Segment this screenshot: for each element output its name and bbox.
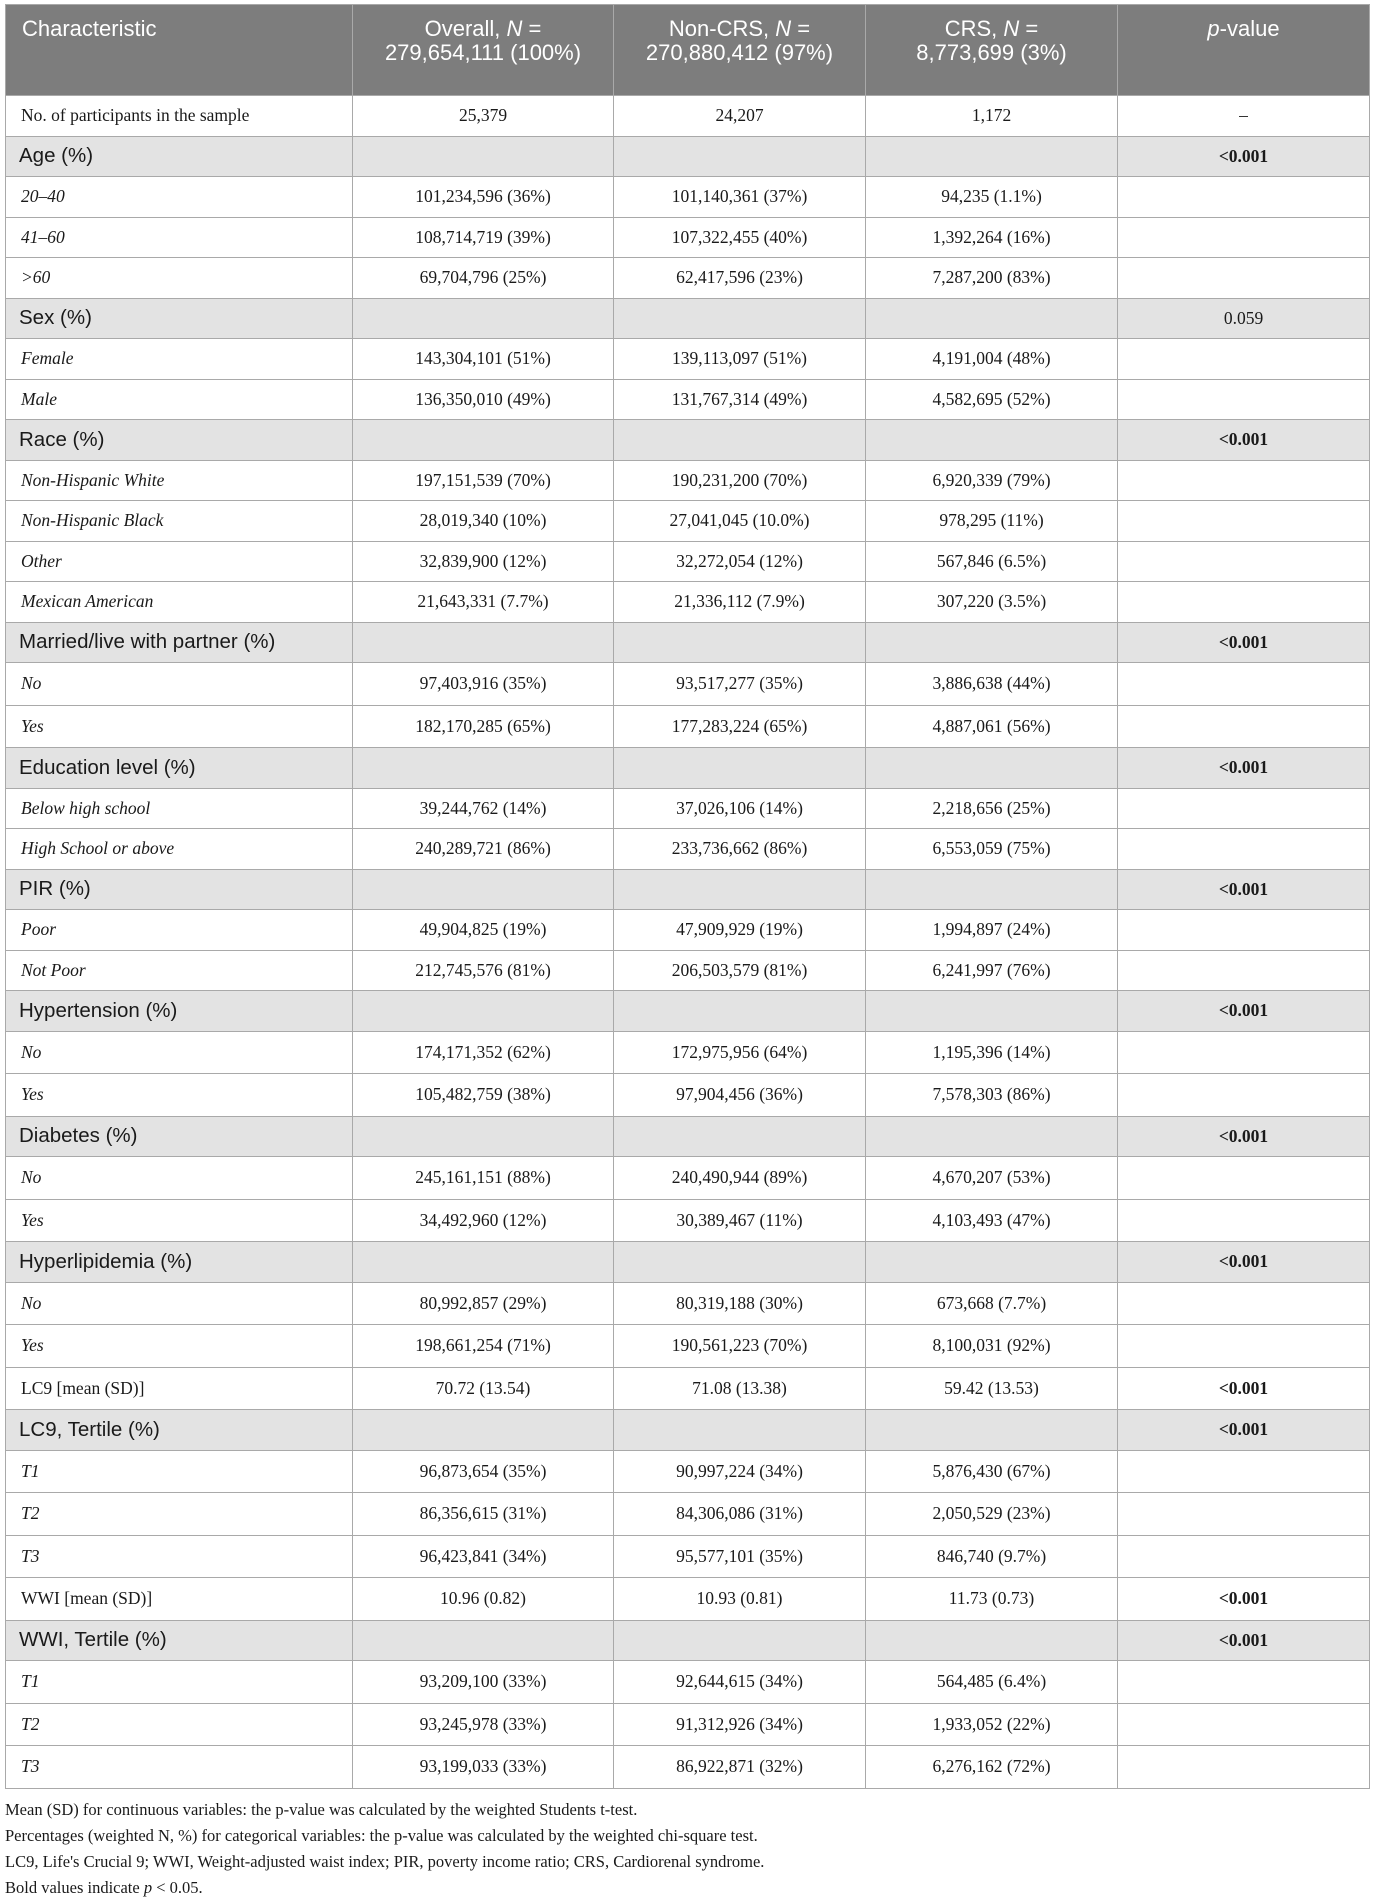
crs-cell: 11.73 (0.73) [866, 1578, 1118, 1621]
p-value-cell: <0.001 [1118, 1620, 1370, 1661]
crs-cell: 6,920,339 (79%) [866, 460, 1118, 501]
row-label: PIR (%) [6, 869, 353, 910]
section-row [6, 1116, 1370, 1157]
row-label: Female [6, 339, 353, 380]
non-crs-cell: 30,389,467 (11%) [614, 1199, 866, 1242]
cell-empty [353, 420, 614, 461]
overall-cell: 21,643,331 (7.7%) [353, 582, 614, 623]
table-row [6, 1746, 1370, 1789]
p-value-cell [1118, 910, 1370, 951]
p-value-cell [1118, 829, 1370, 870]
p-value-cell [1118, 1199, 1370, 1242]
header-characteristic: Characteristic [6, 5, 353, 96]
non-crs-cell: 177,283,224 (65%) [614, 705, 866, 748]
cell-empty [353, 1410, 614, 1451]
table-row [6, 788, 1370, 829]
p-value-cell [1118, 177, 1370, 218]
table-footnotes [5, 1797, 1369, 1901]
overall-cell: 70.72 (13.54) [353, 1367, 614, 1410]
table-row [6, 705, 1370, 748]
p-value-cell: <0.001 [1118, 1367, 1370, 1410]
table-body [6, 96, 1370, 1789]
non-crs-cell: 37,026,106 (14%) [614, 788, 866, 829]
row-label: Mexican American [6, 582, 353, 623]
row-label: T1 [6, 1450, 353, 1493]
row-label: T3 [6, 1746, 353, 1789]
p-value-cell: 0.059 [1118, 298, 1370, 339]
table-header [6, 5, 1370, 96]
cell-empty [353, 136, 614, 177]
crs-cell: 846,740 (9.7%) [866, 1535, 1118, 1578]
non-crs-cell: 206,503,579 (81%) [614, 950, 866, 991]
non-crs-cell: 97,904,456 (36%) [614, 1074, 866, 1117]
table-row [6, 1535, 1370, 1578]
non-crs-cell: 90,997,224 (34%) [614, 1450, 866, 1493]
table-row [6, 1282, 1370, 1325]
row-label: T2 [6, 1703, 353, 1746]
non-crs-cell: 190,231,200 (70%) [614, 460, 866, 501]
section-row [6, 991, 1370, 1032]
crs-cell: 564,485 (6.4%) [866, 1661, 1118, 1704]
overall-cell: 97,403,916 (35%) [353, 663, 614, 706]
non-crs-cell: 107,322,455 (40%) [614, 217, 866, 258]
row-label: High School or above [6, 829, 353, 870]
overall-cell: 69,704,796 (25%) [353, 258, 614, 299]
crs-cell: 1,392,264 (16%) [866, 217, 1118, 258]
row-label: Yes [6, 1199, 353, 1242]
table-row [6, 1325, 1370, 1368]
non-crs-cell: 93,517,277 (35%) [614, 663, 866, 706]
p-value-cell [1118, 339, 1370, 380]
row-label: Yes [6, 1074, 353, 1117]
non-crs-cell: 131,767,314 (49%) [614, 379, 866, 420]
non-crs-cell: 190,561,223 (70%) [614, 1325, 866, 1368]
cell-empty [353, 991, 614, 1032]
non-crs-cell: 32,272,054 (12%) [614, 541, 866, 582]
table-row [6, 829, 1370, 870]
table-row [6, 379, 1370, 420]
row-label: No [6, 1031, 353, 1074]
row-label: Non-Hispanic White [6, 460, 353, 501]
crs-cell: 2,050,529 (23%) [866, 1493, 1118, 1536]
non-crs-cell: 47,909,929 (19%) [614, 910, 866, 951]
row-label: Below high school [6, 788, 353, 829]
cell-empty [866, 298, 1118, 339]
overall-cell: 96,873,654 (35%) [353, 1450, 614, 1493]
table-row [6, 1367, 1370, 1410]
section-row [6, 1620, 1370, 1661]
crs-cell: 4,887,061 (56%) [866, 705, 1118, 748]
crs-cell: 3,886,638 (44%) [866, 663, 1118, 706]
table-row [6, 501, 1370, 542]
table-row [6, 582, 1370, 623]
footnote-line: Percentages (weighted N, %) for categorical variables: the p-value was calculated by the weighted chi-square test. [5, 1825, 758, 1845]
row-label: 20–40 [6, 177, 353, 218]
overall-cell: 197,151,539 (70%) [353, 460, 614, 501]
overall-cell: 39,244,762 (14%) [353, 788, 614, 829]
p-value-cell [1118, 950, 1370, 991]
overall-cell: 49,904,825 (19%) [353, 910, 614, 951]
crs-cell: 978,295 (11%) [866, 501, 1118, 542]
table-row [6, 541, 1370, 582]
section-row [6, 748, 1370, 789]
overall-cell: 80,992,857 (29%) [353, 1282, 614, 1325]
cell-empty [353, 748, 614, 789]
cell-empty [614, 1410, 866, 1451]
cell-empty [866, 622, 1118, 663]
cell-empty [353, 1116, 614, 1157]
row-label: Not Poor [6, 950, 353, 991]
cell-empty [353, 869, 614, 910]
overall-cell: 245,161,151 (88%) [353, 1157, 614, 1200]
row-label: Yes [6, 1325, 353, 1368]
overall-cell: 93,245,978 (33%) [353, 1703, 614, 1746]
overall-cell: 86,356,615 (31%) [353, 1493, 614, 1536]
overall-cell: 34,492,960 (12%) [353, 1199, 614, 1242]
overall-cell: 32,839,900 (12%) [353, 541, 614, 582]
crs-cell: 6,276,162 (72%) [866, 1746, 1118, 1789]
section-row [6, 420, 1370, 461]
section-row [6, 622, 1370, 663]
p-value-cell: <0.001 [1118, 1116, 1370, 1157]
row-label: Other [6, 541, 353, 582]
cell-empty [866, 1410, 1118, 1451]
crs-cell: 1,172 [866, 96, 1118, 137]
p-value-cell [1118, 705, 1370, 748]
section-row [6, 869, 1370, 910]
p-value-cell: <0.001 [1118, 136, 1370, 177]
table-row [6, 177, 1370, 218]
cell-empty [614, 869, 866, 910]
row-label: Diabetes (%) [6, 1116, 353, 1157]
crs-cell: 1,994,897 (24%) [866, 910, 1118, 951]
cell-empty [353, 298, 614, 339]
table-row [6, 1157, 1370, 1200]
row-label: Hyperlipidemia (%) [6, 1242, 353, 1283]
row-label: Education level (%) [6, 748, 353, 789]
section-row [6, 298, 1370, 339]
header-crs: CRS, N = 8,773,699 (3%) [866, 5, 1118, 96]
table-row [6, 1031, 1370, 1074]
row-label: Hypertension (%) [6, 991, 353, 1032]
row-label: LC9 [mean (SD)] [6, 1367, 353, 1410]
p-value-cell: <0.001 [1118, 748, 1370, 789]
cell-empty [353, 1620, 614, 1661]
p-value-cell: – [1118, 96, 1370, 137]
overall-cell: 182,170,285 (65%) [353, 705, 614, 748]
cell-empty [866, 1116, 1118, 1157]
non-crs-cell: 172,975,956 (64%) [614, 1031, 866, 1074]
cell-empty [614, 622, 866, 663]
p-value-cell [1118, 1325, 1370, 1368]
crs-cell: 7,578,303 (86%) [866, 1074, 1118, 1117]
table-row [6, 910, 1370, 951]
cell-empty [866, 1242, 1118, 1283]
non-crs-cell: 101,140,361 (37%) [614, 177, 866, 218]
row-label: WWI [mean (SD)] [6, 1578, 353, 1621]
crs-cell: 6,553,059 (75%) [866, 829, 1118, 870]
crs-cell: 567,846 (6.5%) [866, 541, 1118, 582]
overall-cell: 10.96 (0.82) [353, 1578, 614, 1621]
table-row [6, 1450, 1370, 1493]
crs-cell: 7,287,200 (83%) [866, 258, 1118, 299]
overall-cell: 28,019,340 (10%) [353, 501, 614, 542]
row-label: Sex (%) [6, 298, 353, 339]
overall-cell: 101,234,596 (36%) [353, 177, 614, 218]
p-value-cell [1118, 1157, 1370, 1200]
row-label: Poor [6, 910, 353, 951]
cell-empty [866, 136, 1118, 177]
section-row [6, 136, 1370, 177]
row-label: No [6, 1282, 353, 1325]
table-row [6, 1578, 1370, 1621]
crs-cell: 94,235 (1.1%) [866, 177, 1118, 218]
cell-empty [866, 1620, 1118, 1661]
cell-empty [614, 991, 866, 1032]
p-value-cell: <0.001 [1118, 991, 1370, 1032]
p-value-cell [1118, 501, 1370, 542]
crs-cell: 307,220 (3.5%) [866, 582, 1118, 623]
p-value-cell [1118, 1746, 1370, 1789]
cell-empty [614, 748, 866, 789]
row-label: No [6, 1157, 353, 1200]
p-value-cell: <0.001 [1118, 1578, 1370, 1621]
p-value-cell [1118, 1661, 1370, 1704]
cell-empty [866, 991, 1118, 1032]
non-crs-cell: 86,922,871 (32%) [614, 1746, 866, 1789]
section-row [6, 1242, 1370, 1283]
p-value-cell [1118, 663, 1370, 706]
row-label: Yes [6, 705, 353, 748]
p-value-cell [1118, 582, 1370, 623]
crs-cell: 1,195,396 (14%) [866, 1031, 1118, 1074]
section-row [6, 1410, 1370, 1451]
table-row [6, 950, 1370, 991]
crs-cell: 673,668 (7.7%) [866, 1282, 1118, 1325]
p-value-cell [1118, 217, 1370, 258]
overall-cell: 174,171,352 (62%) [353, 1031, 614, 1074]
non-crs-cell: 233,736,662 (86%) [614, 829, 866, 870]
cell-empty [353, 622, 614, 663]
overall-cell: 105,482,759 (38%) [353, 1074, 614, 1117]
row-label: Race (%) [6, 420, 353, 461]
non-crs-cell: 139,113,097 (51%) [614, 339, 866, 380]
header-non-crs: Non-CRS, N = 270,880,412 (97%) [614, 5, 866, 96]
non-crs-cell: 27,041,045 (10.0%) [614, 501, 866, 542]
overall-cell: 93,209,100 (33%) [353, 1661, 614, 1704]
crs-cell: 4,582,695 (52%) [866, 379, 1118, 420]
row-label: T2 [6, 1493, 353, 1536]
footnote-line: Bold values indicate p < 0.05. [5, 1877, 203, 1897]
p-value-cell: <0.001 [1118, 622, 1370, 663]
non-crs-cell: 80,319,188 (30%) [614, 1282, 866, 1325]
crs-cell: 59.42 (13.53) [866, 1367, 1118, 1410]
cell-empty [614, 298, 866, 339]
p-value-cell [1118, 1535, 1370, 1578]
cell-empty [353, 1242, 614, 1283]
table-row [6, 339, 1370, 380]
row-label: WWI, Tertile (%) [6, 1620, 353, 1661]
table-row [6, 1661, 1370, 1704]
table-row [6, 1199, 1370, 1242]
p-value-cell [1118, 1450, 1370, 1493]
row-label: Married/live with partner (%) [6, 622, 353, 663]
row-label: 41–60 [6, 217, 353, 258]
table-row [6, 96, 1370, 137]
p-value-cell [1118, 1493, 1370, 1536]
table-row [6, 258, 1370, 299]
p-value-cell: <0.001 [1118, 869, 1370, 910]
row-label: LC9, Tertile (%) [6, 1410, 353, 1451]
header-row [6, 5, 1370, 96]
cell-empty [614, 1620, 866, 1661]
cell-empty [614, 136, 866, 177]
cell-empty [866, 748, 1118, 789]
row-label: No. of participants in the sample [6, 96, 353, 137]
p-value-cell [1118, 1074, 1370, 1117]
cell-empty [614, 1116, 866, 1157]
non-crs-cell: 10.93 (0.81) [614, 1578, 866, 1621]
p-value-cell [1118, 460, 1370, 501]
footnote-line: Mean (SD) for continuous variables: the p-value was calculated by the weighted Students t-test. [5, 1799, 638, 1819]
row-label: Male [6, 379, 353, 420]
overall-cell: 240,289,721 (86%) [353, 829, 614, 870]
characteristics-table [5, 4, 1370, 1789]
non-crs-cell: 71.08 (13.38) [614, 1367, 866, 1410]
non-crs-cell: 91,312,926 (34%) [614, 1703, 866, 1746]
table-row [6, 217, 1370, 258]
p-value-cell [1118, 1031, 1370, 1074]
overall-cell: 143,304,101 (51%) [353, 339, 614, 380]
overall-cell: 96,423,841 (34%) [353, 1535, 614, 1578]
header-p-value: p-value [1118, 5, 1370, 96]
row-label: Non-Hispanic Black [6, 501, 353, 542]
table-row [6, 1074, 1370, 1117]
crs-cell: 6,241,997 (76%) [866, 950, 1118, 991]
p-value-cell [1118, 379, 1370, 420]
p-value-cell: <0.001 [1118, 1242, 1370, 1283]
overall-cell: 93,199,033 (33%) [353, 1746, 614, 1789]
crs-cell: 1,933,052 (22%) [866, 1703, 1118, 1746]
non-crs-cell: 92,644,615 (34%) [614, 1661, 866, 1704]
crs-cell: 5,876,430 (67%) [866, 1450, 1118, 1493]
p-value-cell [1118, 258, 1370, 299]
non-crs-cell: 62,417,596 (23%) [614, 258, 866, 299]
row-label: T1 [6, 1661, 353, 1704]
table-container [5, 4, 1369, 1901]
row-label: T3 [6, 1535, 353, 1578]
p-value-cell [1118, 1703, 1370, 1746]
overall-cell: 136,350,010 (49%) [353, 379, 614, 420]
table-row [6, 1493, 1370, 1536]
crs-cell: 8,100,031 (92%) [866, 1325, 1118, 1368]
cell-empty [614, 1242, 866, 1283]
p-value-cell [1118, 541, 1370, 582]
crs-cell: 4,103,493 (47%) [866, 1199, 1118, 1242]
overall-cell: 108,714,719 (39%) [353, 217, 614, 258]
p-value-cell [1118, 788, 1370, 829]
cell-empty [614, 420, 866, 461]
non-crs-cell: 84,306,086 (31%) [614, 1493, 866, 1536]
non-crs-cell: 240,490,944 (89%) [614, 1157, 866, 1200]
crs-cell: 4,670,207 (53%) [866, 1157, 1118, 1200]
cell-empty [866, 420, 1118, 461]
crs-cell: 2,218,656 (25%) [866, 788, 1118, 829]
p-value-cell: <0.001 [1118, 420, 1370, 461]
non-crs-cell: 95,577,101 (35%) [614, 1535, 866, 1578]
row-label: >60 [6, 258, 353, 299]
row-label: No [6, 663, 353, 706]
crs-cell: 4,191,004 (48%) [866, 339, 1118, 380]
overall-cell: 212,745,576 (81%) [353, 950, 614, 991]
cell-empty [866, 869, 1118, 910]
table-row [6, 460, 1370, 501]
row-label: Age (%) [6, 136, 353, 177]
table-row [6, 1703, 1370, 1746]
p-value-cell [1118, 1282, 1370, 1325]
header-overall: Overall, N = 279,654,111 (100%) [353, 5, 614, 96]
footnote-line: LC9, Life's Crucial 9; WWI, Weight-adjusted waist index; PIR, poverty income ratio; CRS, Cardiorenal syndrome. [5, 1851, 765, 1871]
non-crs-cell: 21,336,112 (7.9%) [614, 582, 866, 623]
non-crs-cell: 24,207 [614, 96, 866, 137]
table-row [6, 663, 1370, 706]
overall-cell: 25,379 [353, 96, 614, 137]
p-value-cell: <0.001 [1118, 1410, 1370, 1451]
overall-cell: 198,661,254 (71%) [353, 1325, 614, 1368]
